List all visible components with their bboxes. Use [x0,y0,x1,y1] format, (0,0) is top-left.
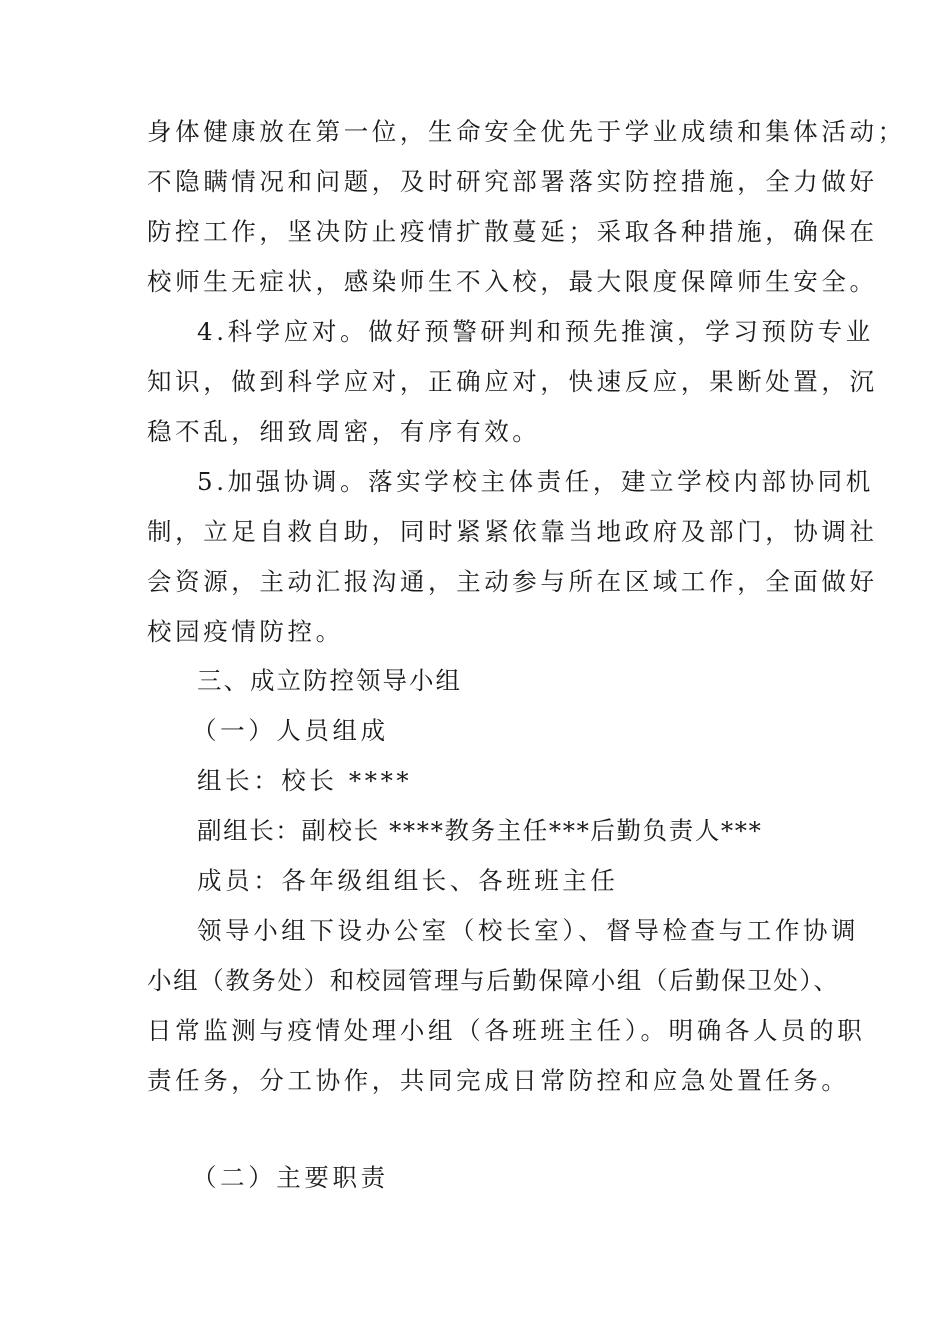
team-leader-line: 组长：校长 **** [197,766,413,795]
body-text-line: 知识，做到科学应对，正确应对，快速反应，果断处置，沉 [147,367,878,396]
deputy-leader-line: 副组长：副校长 ****教务主任***后勤负责人*** [197,816,763,845]
body-text-line: 防控工作，坚决防止疫情扩散蔓延；采取各种措施，确保在 [147,217,878,246]
body-text-line: 稳不乱，细致周密，有序有效。 [147,417,541,446]
item-5-line: 5.加强协调。落实学校主体责任，建立学校内部协同机 [197,467,874,496]
subsection-heading: （二）主要职责 [192,1163,389,1192]
body-text-line: 责任务，分工协作，共同完成日常防控和应急处置任务。 [147,1066,850,1095]
body-text-line: 领导小组下设办公室（校长室）、督导检查与工作协调 [197,916,860,945]
section-heading: 三、成立防控领导小组 [197,666,462,695]
body-text-line: 不隐瞒情况和问题，及时研究部署落实防控措施，全力做好 [147,167,878,196]
body-text-line: 日常监测与疫情处理小组（各班班主任）。明确各人员的职 [147,1016,866,1045]
body-text-line: 身体健康放在第一位，生命安全优先于学业成绩和集体活动； [147,117,906,146]
members-line: 成员：各年级组组长、各班班主任 [197,866,619,895]
item-4-line: 4.科学应对。做好预警研判和预先推演，学习预防专业 [197,317,874,346]
body-text-line: 校园疫情防控。 [147,617,344,646]
body-text-line: 制，立足自救自助，同时紧紧依靠当地政府及部门，协调社 [147,517,878,546]
body-text-line: 校师生无症状，感染师生不入校，最大限度保障师生安全。 [147,267,878,296]
body-text-line: 小组（教务处）和校园管理与后勤保障小组（后勤保卫处）、 [147,966,840,995]
body-text-line: 会资源，主动汇报沟通，主动参与所在区域工作，全面做好 [147,567,878,596]
subsection-heading: （一）人员组成 [192,716,389,745]
